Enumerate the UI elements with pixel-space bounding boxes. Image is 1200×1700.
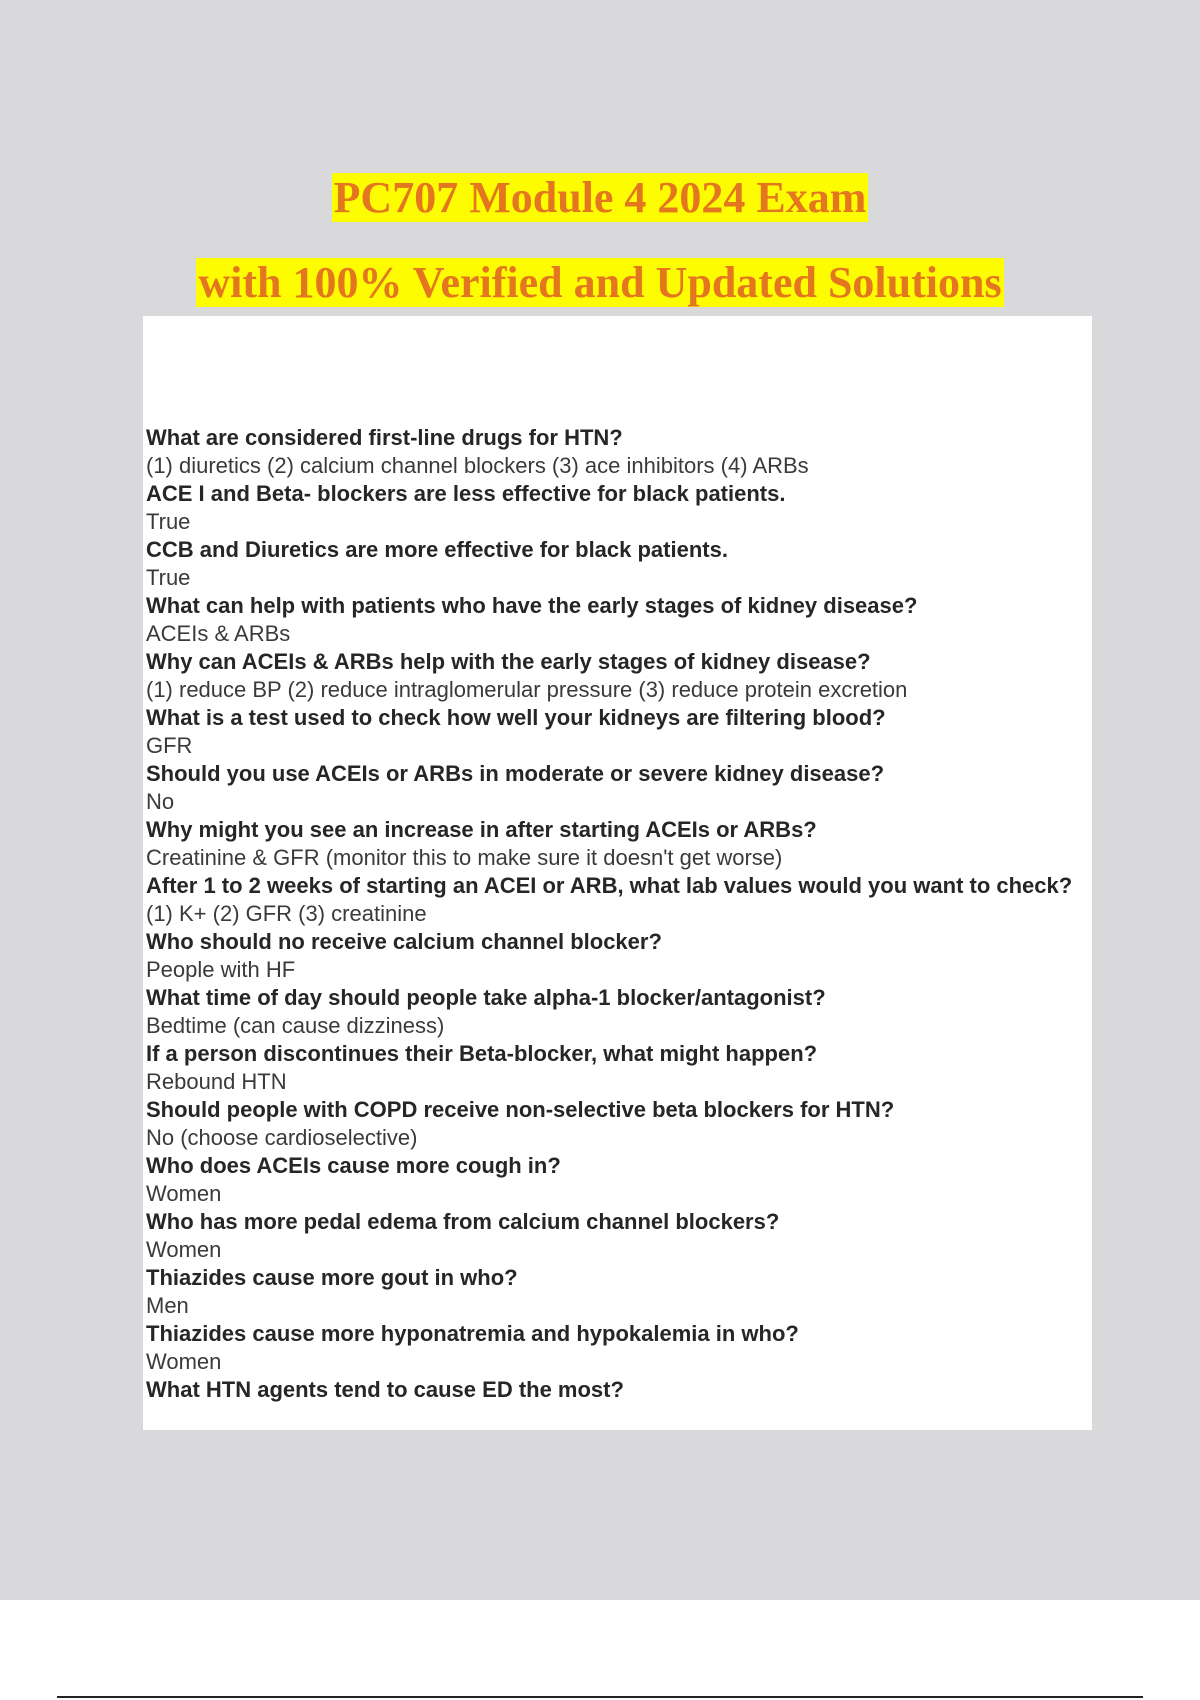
question: What time of day should people take alpha-1 blocker/antagonist? <box>146 985 826 1010</box>
qa-item <box>146 1376 1090 1404</box>
question: Who does ACEIs cause more cough in? <box>146 1153 561 1178</box>
question: Should you use ACEIs or ARBs in moderate or severe kidney disease? <box>146 761 885 786</box>
question: Who has more pedal edema from calcium channel blockers? <box>146 1209 780 1234</box>
qa-item <box>146 1096 1090 1152</box>
qa-item <box>146 928 1090 984</box>
question: After 1 to 2 weeks of starting an ACEI or ARB, what lab values would you want to check? <box>146 873 1073 898</box>
answer: Creatinine & GFR (monitor this to make sure it doesn't get worse) <box>146 845 783 870</box>
answer: (1) diuretics (2) calcium channel blockers (3) ace inhibitors (4) ARBs <box>146 453 809 478</box>
question: What can help with patients who have the early stages of kidney disease? <box>146 593 918 618</box>
qa-item <box>146 1208 1090 1264</box>
title-line-1-text: PC707 Module 4 2024 Exam <box>333 173 867 222</box>
qa-item <box>146 1320 1090 1376</box>
content-box <box>143 316 1092 1430</box>
title-line-2-text: with 100% Verified and Updated Solutions <box>198 258 1002 307</box>
question: Who should no receive calcium channel blocker? <box>146 929 662 954</box>
qa-item <box>146 816 1090 872</box>
answer: Rebound HTN <box>146 1069 287 1094</box>
qa-item <box>146 592 1090 648</box>
qa-list <box>146 424 1090 1404</box>
qa-item <box>146 424 1090 480</box>
answer: Women <box>146 1237 222 1262</box>
answer: No <box>146 789 175 814</box>
question: Thiazides cause more hyponatremia and hypokalemia in who? <box>146 1321 799 1346</box>
footer-rule <box>57 1696 1143 1698</box>
answer: People with HF <box>146 957 296 982</box>
question: CCB and Diuretics are more effective for black patients. <box>146 537 728 562</box>
qa-item <box>146 1040 1090 1096</box>
qa-item <box>146 872 1090 928</box>
answer: No (choose cardioselective) <box>146 1125 418 1150</box>
qa-item <box>146 480 1090 536</box>
question: Thiazides cause more gout in who? <box>146 1265 518 1290</box>
answer: (1) K+ (2) GFR (3) creatinine <box>146 901 427 926</box>
answer: Women <box>146 1181 222 1206</box>
question: Why can ACEIs & ARBs help with the early stages of kidney disease? <box>146 649 871 674</box>
answer: Women <box>146 1349 222 1374</box>
title-line-1 <box>0 170 1200 226</box>
question: What HTN agents tend to cause ED the most? <box>146 1377 624 1402</box>
answer: ACEIs & ARBs <box>146 621 291 646</box>
question: If a person discontinues their Beta-blocker, what might happen? <box>146 1041 818 1066</box>
question: What is a test used to check how well your kidneys are filtering blood? <box>146 705 886 730</box>
qa-item <box>146 536 1090 592</box>
question: What are considered first-line drugs for HTN? <box>146 425 623 450</box>
qa-item <box>146 1152 1090 1208</box>
question: Why might you see an increase in after starting ACEIs or ARBs? <box>146 817 817 842</box>
answer: GFR <box>146 733 193 758</box>
answer: True <box>146 509 191 534</box>
question: ACE I and Beta- blockers are less effective for black patients. <box>146 481 786 506</box>
answer: Men <box>146 1293 189 1318</box>
answer: Bedtime (can cause dizziness) <box>146 1013 445 1038</box>
answer: True <box>146 565 191 590</box>
qa-item <box>146 1264 1090 1320</box>
qa-item <box>146 704 1090 760</box>
title-line-2 <box>0 255 1200 311</box>
qa-item <box>146 760 1090 816</box>
question: Should people with COPD receive non-selective beta blockers for HTN? <box>146 1097 895 1122</box>
qa-item <box>146 984 1090 1040</box>
answer: (1) reduce BP (2) reduce intraglomerular pressure (3) reduce protein excretion <box>146 677 908 702</box>
qa-item <box>146 648 1090 704</box>
